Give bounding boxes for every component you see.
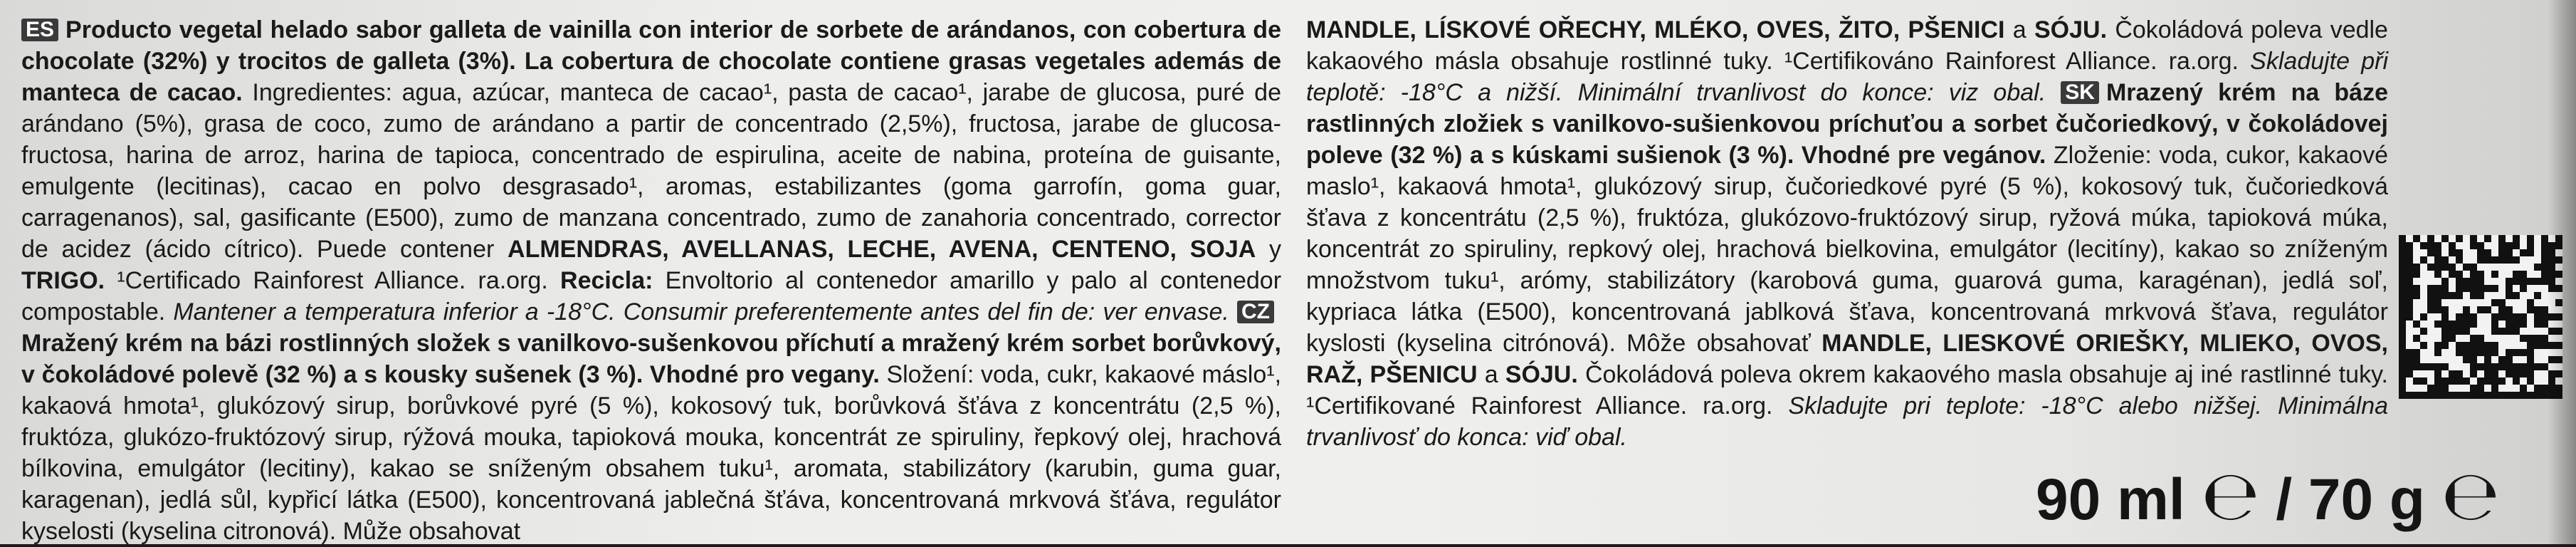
label-column-right-text [1306, 14, 2388, 453]
cz-allergens-join: a [2012, 16, 2026, 43]
es-title: Producto vegetal helado sabor galleta de vainilla con interior de sorbete de arándanos, con cobertura de chocolate (32%) y trocitos de galleta (3%). La cobertura de chocolate contiene grasas vegetales además de manteca de cacao. [21, 16, 1281, 106]
language-tag-sk: SK [2061, 81, 2099, 104]
label-column-left [21, 14, 1281, 547]
net-weight: 70 g [2308, 467, 2425, 532]
label-edge-shadow [2548, 0, 2576, 544]
language-tag-es: ES [21, 19, 58, 41]
sk-note: Čokoládová poleva okrem kakaového masla obsahuje aj iné rastlinné tuky. [1584, 361, 2388, 388]
es-recycle-text: Envoltorio al contenedor amarillo y palo al contenedor compostable. [21, 267, 1282, 325]
es-ingredients: Ingredientes: agua, azúcar, manteca de cacao¹, pasta de cacao¹, jarabe de glucosa, puré de arándano (5%), grasa de coco, zumo de arándano a partir de concentrado (2,5%), fructosa, jarabe de glucosa-fructosa, harina de arroz, harina de tapioca, concentrado de espirulina, aceite de nabina, proteína de guisante, emulgente (lecitinas), cacao en polvo desgrasado¹, aromas, estabilizantes (goma garrofín, goma guar, carragenanos), sal, gasificante (E500), zumo de manzana concentrado, zumo de zanahoria concentrado, corrector de acidez (ácido cítrico). Puede contener [21, 79, 1281, 263]
es-certification: ¹Certificado Rainforest Alliance. ra.org. [117, 267, 548, 294]
cz-ingredients: Složení: voda, cukr, kakaové máslo¹, kakaová hmota¹, glukózový sirup, borůvkové pyré (5 %), kokosový tuk, borůvková šťáva z koncentrátu (2,5 %), fruktóza, glukózo-fruktózový sirup, rýžová mouka, tapioková mouka, koncentrát ze spiruliny, řepkový olej, hrachová bílkovina, emulgátor (lecitiny), kakao se sníženým obsahem tuku¹, aromata, stabilizátory (karubin, guma guar, karagenan), jedlá sůl, kypřicí látka (E500), koncentrovaná jablečná šťáva, koncentrovaná mrkvová šťáva, regulátor kyselosti (kyselina citronová). Může obsahovat [21, 361, 1282, 545]
net-volume: 90 ml [2036, 467, 2185, 532]
sk-title: Mrazený krém na báze rastlinných zložiek s vanilkovo-sušienkovou príchuťou a sorbet čučoriedkový, v čokoládovej poleve (32 %) a s kúskami sušienok (3 %). Vhodné pre vegánov. [1306, 79, 2388, 169]
es-storage: Mantener a temperatura inferior a -18°C. Consumir preferentemente antes del fin de: ver envase. [173, 298, 1229, 325]
net-quantity [2036, 456, 2500, 536]
es-allergens-join: y [1269, 236, 1282, 263]
cz-note: Čokoládová poleva vedle kakaového másla obsahuje rostlinné tuky. [1306, 16, 2388, 75]
sk-allergens-last: SÓJU. [1505, 361, 1578, 388]
estimated-sign-icon: ℮ [2201, 456, 2260, 536]
sk-ingredients: Zloženie: voda, cukor, kakaové maslo¹, kakaová hmota¹, glukózový sirup, čučoriedkové pyré (5 %), kokosový tuk, čučoriedková šťava z koncentrátu (2,5 %), fruktóza, glukózovo-fruktózový sirup, ryžová múka, tapioková múka, koncentrát zo spiruliny, repkový olej, hrachová bielkovina, emulgátor (lecitíny), kakao so zníženým množstvom tuku¹, arómy, stabilizátory (karobová guma, guarová guma, karagénan), jedlá soľ, kypriaca látka (E500), koncentrovaná jablková šťava, koncentrovaná mrkvová šťava, regulátor kyslosti (kyselina citrónová). Môže obsahovať [1306, 142, 2388, 357]
cz-allergens-last: SÓJU. [2034, 16, 2108, 43]
es-allergens-last: TRIGO. [21, 267, 105, 294]
cz-storage: Skladujte při teplotě: -18°C a nižší. Minimální trvanlivost do konce: viz obal. [1306, 48, 2389, 106]
cz-certification: ¹Certifikováno Rainforest Alliance. ra.org. [1784, 48, 2239, 75]
sk-allergens: MANDLE, LIESKOVÉ ORIEŠKY, MLIEKO, OVOS, RAŽ, PŠENICU [1306, 330, 2389, 388]
cz-title: Mražený krém na bázi rostlinných složek s vanilkovo-sušenkovou příchutí a mražený krém sorbet borůvkový, v čokoládové polevě (32 %) a s kousky sušenek (3 %). Vhodné pro vegany. [21, 330, 1281, 388]
sk-certification: ¹Certifikované Rainforest Alliance. ra.org. [1306, 392, 1773, 420]
es-recycle-label: Recicla: [560, 267, 653, 294]
sk-storage: Skladujte pri teplote: -18°C alebo nižšej. Minimálna trvanlivosť do konca: viď obal. [1306, 392, 2389, 451]
datamatrix-graphic [2399, 235, 2562, 399]
cz-allergens: MANDLE, LÍSKOVÉ OŘECHY, MLÉKO, OVES, ŽITO, PŠENICI [1306, 16, 2005, 43]
language-tag-cz: CZ [1237, 301, 1274, 323]
label-column-right [1306, 14, 2548, 453]
es-allergens: ALMENDRAS, AVELLANAS, LECHE, AVENA, CENTENO, SOJA [508, 236, 1256, 263]
estimated-sign-icon-2: ℮ [2441, 456, 2500, 536]
datamatrix-code-icon [2399, 235, 2562, 399]
net-separator: / [2276, 467, 2293, 532]
sk-allergens-join: a [1484, 361, 1498, 388]
